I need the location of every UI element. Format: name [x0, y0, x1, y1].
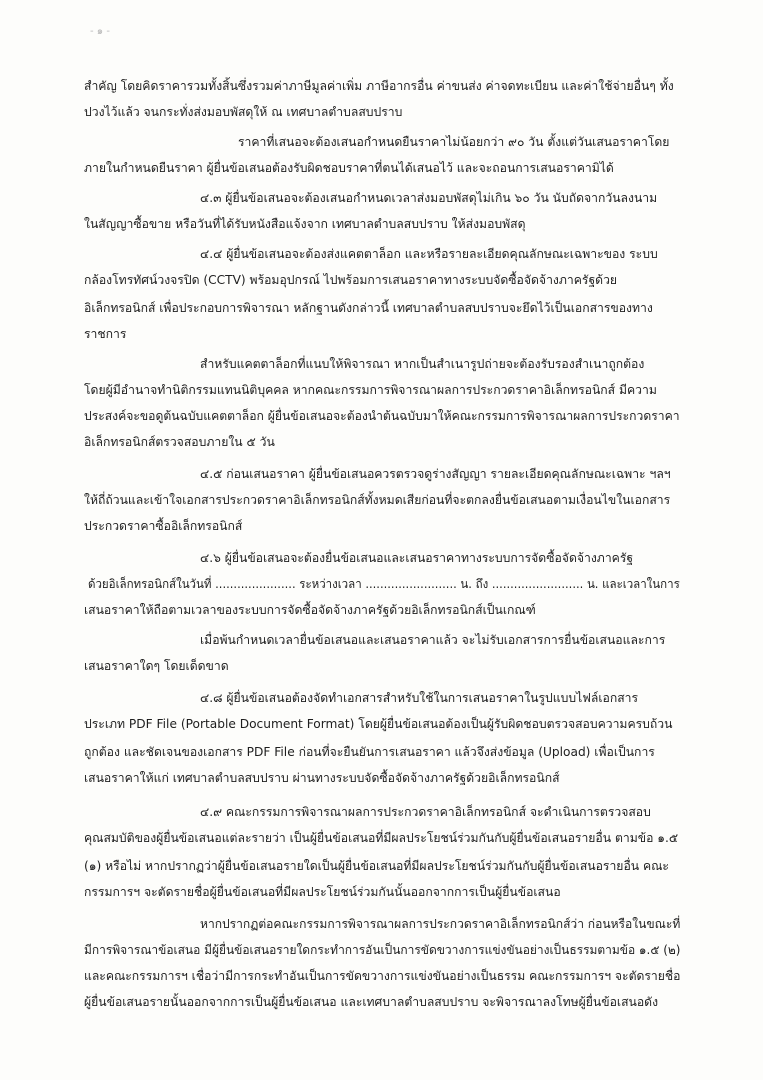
text-line: ประสงค์จะขอดูต้นฉบับแคตตาล็อก ผู้ยื่นข้อเสนอจะต้องนำต้นฉบับมาให้คณะกรรมการพิจารณาผลการประกวดราคา	[84, 409, 680, 423]
text-line: หากปรากฏต่อคณะกรรมการพิจารณาผลการประกวดราคาอิเล็กทรอนิกส์ว่า ก่อนหรือในขณะที่	[200, 917, 681, 931]
text-line: มีการพิจารณาข้อเสนอ มีผู้ยื่นข้อเสนอรายใดกระทำการอันเป็นการขัดขวางการแข่งขันอย่างเป็นธรรมตามข้อ ๑.๕ (๒)	[84, 943, 681, 957]
text-line: เมื่อพ้นกำหนดเวลายื่นข้อเสนอและเสนอราคาแล้ว จะไม่รับเอกสารการยื่นข้อเสนอและการ	[200, 633, 666, 647]
text-line: ๔.๓ ผู้ยื่นข้อเสนอจะต้องเสนอกำหนดเวลาส่งมอบพัสดุไม่เกิน ๖๐ วัน นับถัดจากวันลงนาม	[200, 191, 658, 205]
text-line: ปวงไว้แล้ว จนกระทั่งส่งมอบพัสดุให้ ณ เทศบาลตำบลสบปราบ	[84, 105, 403, 119]
text-line: และคณะกรรมการฯ เชื่อว่ามีการกระทำอันเป็นการขัดขวางการแข่งขันอย่างเป็นธรรม คณะกรรมการฯ จะตัดรายชื่อ	[84, 969, 681, 983]
text-line: คุณสมบัติของผู้ยื่นข้อเสนอแต่ละรายว่า เป็นผู้ยื่นข้อเสนอที่มีผลประโยชน์ร่วมกันกับผู้ยื่นข้อเสนอรายอื่น ตามข้อ ๑.๕	[84, 831, 679, 845]
scan-header-mark: - ๑ -	[90, 26, 110, 37]
text-line: ในสัญญาซื้อขาย หรือวันที่ได้รับหนังสือแจ้งจาก เทศบาลตำบลสบปราบ ให้ส่งมอบพัสดุ	[84, 217, 526, 231]
text-line: ๔.๖ ผู้ยื่นข้อเสนอจะต้องยื่นข้อเสนอและเสนอราคาทางระบบการจัดซื้อจัดจ้างภาครัฐ	[200, 551, 634, 565]
text-line: ภายในกำหนดยืนราคา ผู้ยื่นข้อเสนอต้องรับผิดชอบราคาที่ตนได้เสนอไว้ และจะถอนการเสนอราคามิได้	[84, 161, 614, 175]
text-line: ราชการ	[84, 327, 127, 341]
text-line: ๔.๔ ผู้ยื่นข้อเสนอจะต้องส่งแคตตาล็อก และหรือรายละเอียดคุณลักษณะเฉพาะของ ระบบ	[200, 247, 658, 261]
text-line: ประเภท PDF File (Portable Document Format) โดยผู้ยื่นข้อเสนอต้องเป็นผู้รับผิดชอบตรวจสอบความครบถ้วน	[84, 717, 673, 731]
text-line: ด้วยอิเล็กทรอนิกส์ในวันที่ ...................... ระหว่างเวลา ......................... น. ถึง ......................... น. และเวลาในการ	[88, 577, 680, 591]
text-line: ถูกต้อง และชัดเจนของเอกสาร PDF File ก่อนที่จะยืนยันการเสนอราคา แล้วจึงส่งข้อมูล (Upload) เพื่อเป็นการ	[84, 745, 655, 759]
text-line: ให้ถี่ถ้วนและเข้าใจเอกสารประกวดราคาอิเล็กทรอนิกส์ทั้งหมดเสียก่อนที่จะตกลงยื่นข้อเสนอตามเงื่อนไขในเอกสาร	[84, 493, 671, 507]
text-line: เสนอราคาให้ถือตามเวลาของระบบการจัดซื้อจัดจ้างภาครัฐด้วยอิเล็กทรอนิกส์เป็นเกณฑ์	[84, 603, 536, 617]
text-line: ประกวดราคาซื้ออิเล็กทรอนิกส์	[84, 519, 243, 533]
text-line: ผู้ยื่นข้อเสนอรายนั้นออกจากการเป็นผู้ยื่นข้อเสนอ และเทศบาลตำบลสบปราบ จะพิจารณาลงโทษผู้ยื่นข้อเสนอดัง	[84, 995, 659, 1009]
text-line: เสนอราคาให้แก่ เทศบาลตำบลสบปราบ ผ่านทางระบบจัดซื้อจัดจ้างภาครัฐด้วยอิเล็กทรอนิกส์	[84, 771, 560, 785]
text-line: กล้องโทรทัศน์วงจรปิด (CCTV) พร้อมอุปกรณ์ ไปพร้อมการเสนอราคาทางระบบจัดซื้อจัดจ้างภาครัฐด้วย	[84, 273, 618, 287]
text-line: (๑) หรือไม่ หากปรากฏว่าผู้ยื่นข้อเสนอรายใดเป็นผู้ยื่นข้อเสนอที่มีผลประโยชน์ร่วมกันกับผู้ยื่นข้อเสนอรายอื่น คณะ	[84, 859, 669, 873]
text-line: ๔.๕ ก่อนเสนอราคา ผู้ยื่นข้อเสนอควรตรวจดูร่างสัญญา รายละเอียดคุณลักษณะเฉพาะ ฯลฯ	[200, 467, 671, 481]
text-line: เสนอราคาใดๆ โดยเด็ดขาด	[84, 659, 229, 673]
text-line: โดยผู้มีอำนาจทำนิติกรรมแทนนิติบุคคล หากคณะกรรมการพิจารณาผลการประกวดราคาอิเล็กทรอนิกส์ มีความ	[84, 383, 657, 397]
text-line: อิเล็กทรอนิกส์ เพื่อประกอบการพิจารณา หลักฐานดังกล่าวนี้ เทศบาลตำบลสบปราบจะยึดไว้เป็นเอกสารของทาง	[84, 301, 653, 315]
text-line: สำหรับแคตตาล็อกที่แนบให้พิจารณา หากเป็นสำเนารูปถ่ายจะต้องรับรองสำเนาถูกต้อง	[200, 357, 645, 371]
text-line: กรรมการฯ จะตัดรายชื่อผู้ยื่นข้อเสนอที่มีผลประโยชน์ร่วมกันนั้นออกจากการเป็นผู้ยื่นข้อเสนอ	[84, 885, 561, 899]
text-line: อิเล็กทรอนิกส์ตรวจสอบภายใน ๕ วัน	[84, 435, 275, 449]
text-line: ๔.๘ ผู้ยื่นข้อเสนอต้องจัดทำเอกสารสำหรับใช้ในการเสนอราคาในรูปแบบไฟล์เอกสาร	[200, 691, 639, 705]
text-line: ๔.๙ คณะกรรมการพิจารณาผลการประกวดราคาอิเล็กทรอนิกส์ จะดำเนินการตรวจสอบ	[200, 805, 651, 819]
text-line: สำคัญ โดยคิดราคารวมทั้งสิ้นซึ่งรวมค่าภาษีมูลค่าเพิ่ม ภาษีอากรอื่น ค่าขนส่ง ค่าจดทะเบียน และค่าใช้จ่ายอื่นๆ ทั้ง	[84, 79, 674, 93]
text-line: ราคาที่เสนอจะต้องเสนอกำหนดยืนราคาไม่น้อยกว่า ๙๐ วัน ตั้งแต่วันเสนอราคาโดย	[238, 135, 670, 149]
